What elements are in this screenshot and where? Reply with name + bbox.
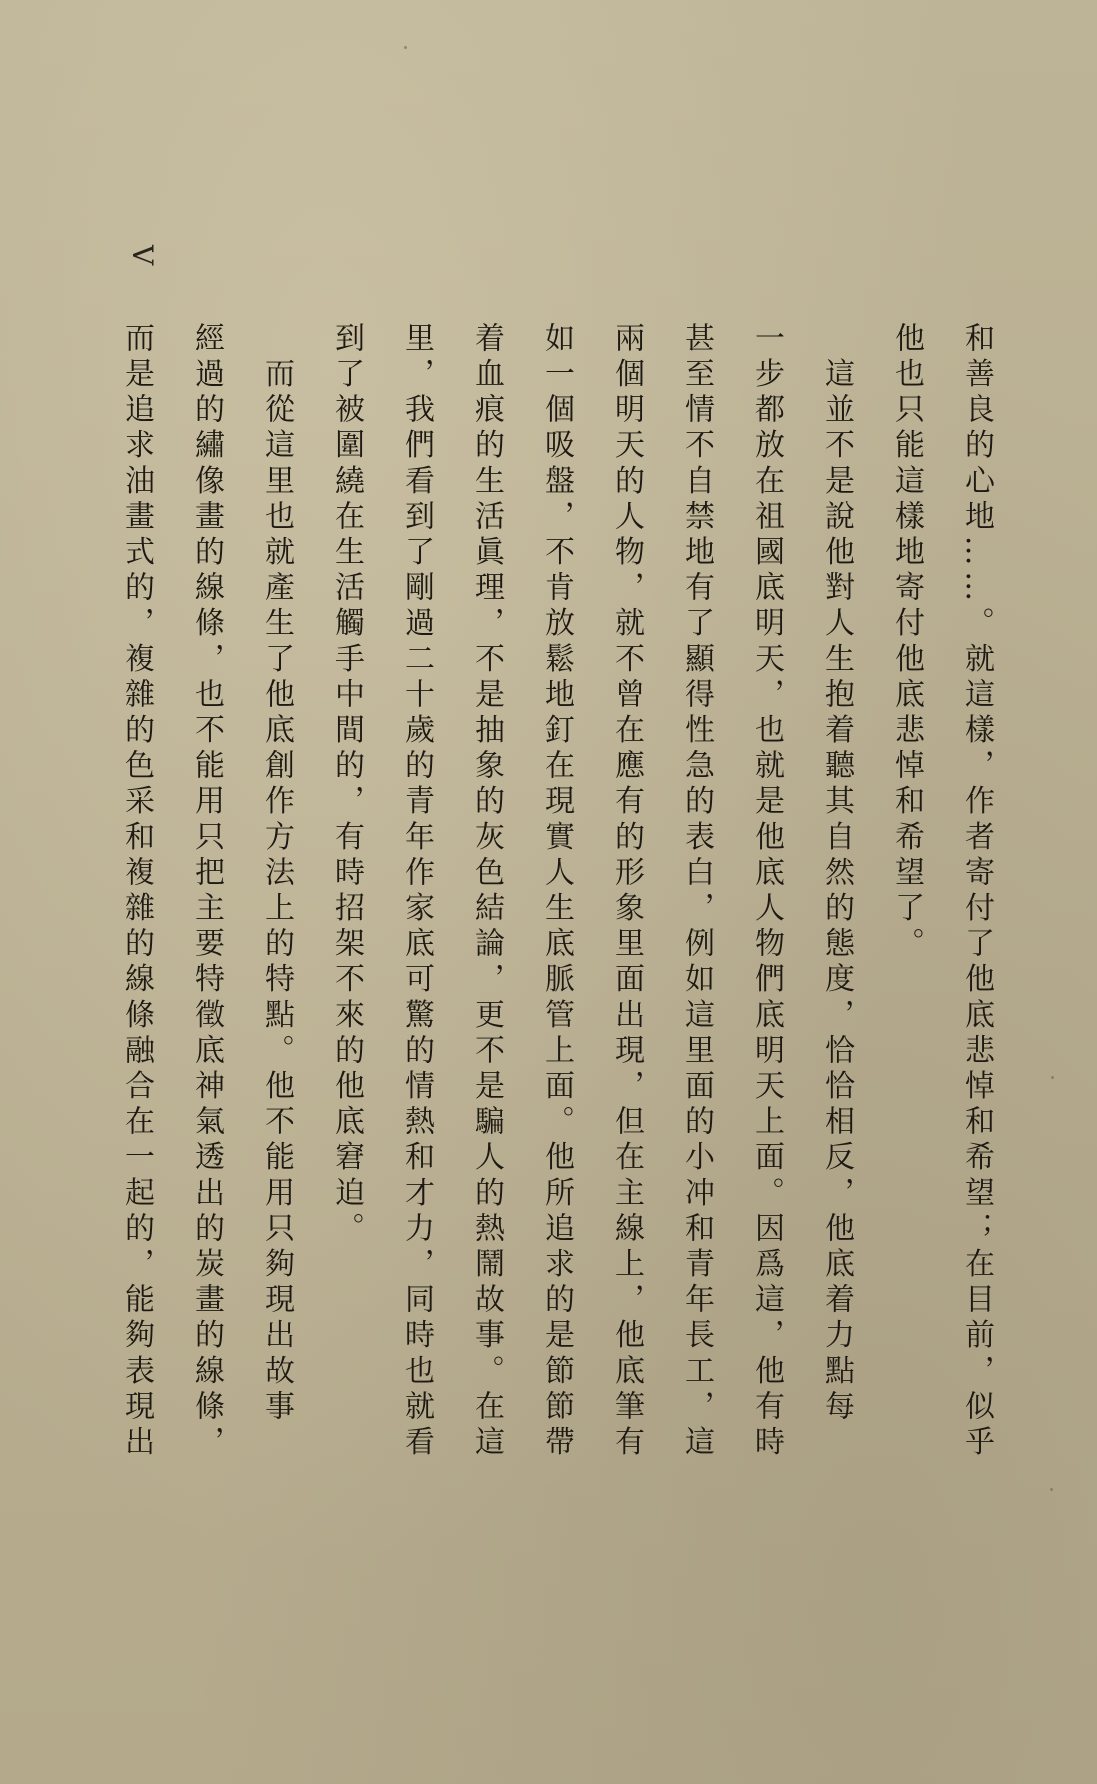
body-text (101, 322, 1011, 1482)
text-line-3: 這並不是說他對人生抱着聽其自然的態度，恰恰相反，他底着力點每 (819, 322, 854, 1426)
text-line-1: 和善良的心地……。就這樣，作者寄付了他底悲悼和希望；在目前，似乎 (959, 322, 994, 1462)
paper-speck (404, 46, 407, 49)
paper-speck (1050, 1488, 1053, 1491)
text-line-5: 甚至情不自禁地有了顯得性急的表白，例如這里面的小冲和青年長工，這 (679, 322, 714, 1462)
text-line-2: 他也只能這樣地寄付他底悲悼和希望了。 (889, 322, 924, 963)
text-line-12: 經過的繡像畫的線條，也不能用只把主要特徵底神氣透出的炭畫的線條， (189, 322, 224, 1462)
text-line-13: 而是追求油畫式的，複雜的色采和複雜的線條融合在一起的，能夠表現出 (119, 322, 154, 1462)
text-line-11: 而從這里也就產生了他底創作方法上的特點。他不能用只夠現出故事 (259, 322, 294, 1426)
paper-speck (1051, 1076, 1054, 1079)
text-line-10: 到了被圍繞在生活觸手中間的，有時招架不來的他底窘迫。 (329, 322, 364, 1248)
text-line-6: 兩個明天的人物，就不曾在應有的形象里面出現，但在主線上，他底筆有 (609, 322, 644, 1462)
text-line-4: 一步都放在祖國底明天，也就是他底人物們底明天上面。因爲這，他有時 (749, 322, 784, 1462)
text-line-7: 如一個吸盤，不肯放鬆地釘在現實人生底脈管上面。他所追求的是節節帶 (539, 322, 574, 1462)
text-line-8: 着血痕的生活眞理，不是抽象的灰色結論，更不是騙人的熱鬧故事。在這 (469, 322, 504, 1462)
page-number: V (126, 245, 159, 266)
text-line-9: 里，我們看到了剛過二十歲的青年作家底可驚的情熱和才力，同時也就看 (399, 322, 434, 1462)
